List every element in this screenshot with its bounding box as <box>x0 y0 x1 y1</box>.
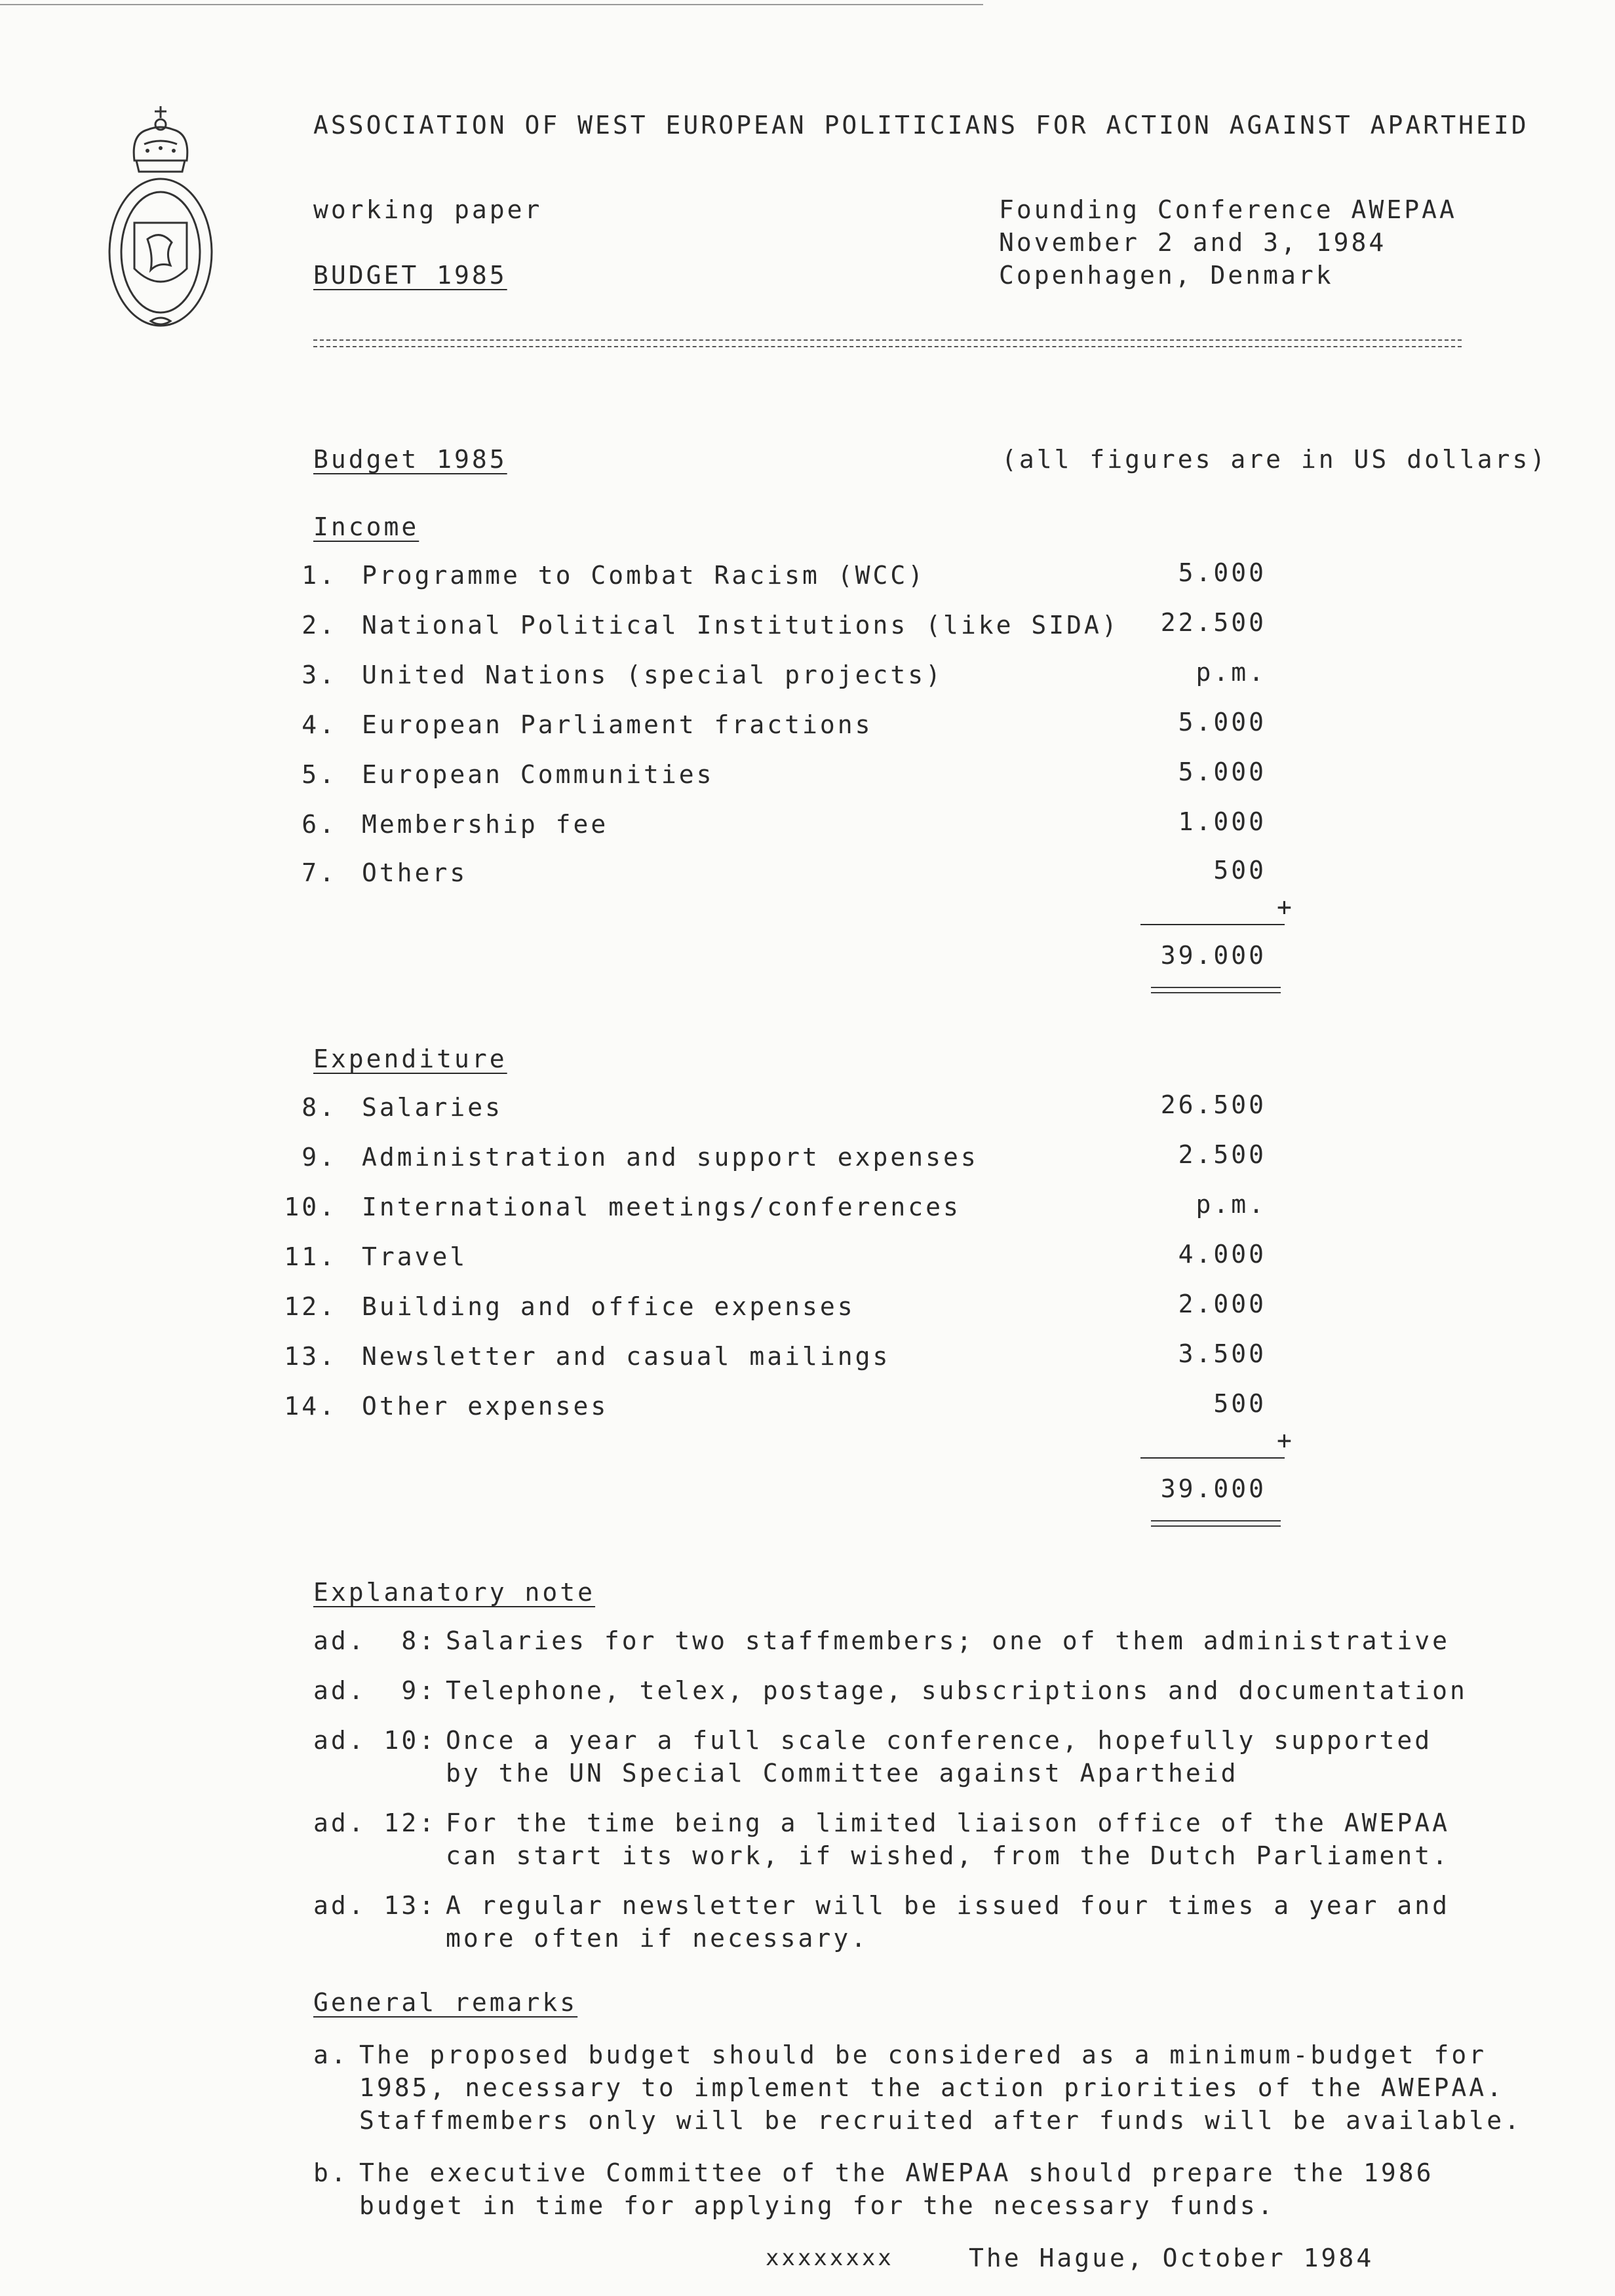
budget-heading: Budget 1985 <box>313 445 507 474</box>
item-value: 500 <box>1213 1389 1266 1418</box>
item-number: 12. <box>284 1292 337 1321</box>
plus-sign: + <box>1277 892 1294 921</box>
item-value: 1.000 <box>1178 807 1266 836</box>
item-label: Building and office expenses <box>362 1292 855 1321</box>
item-label: Administration and support expenses <box>362 1143 979 1172</box>
footer-marks: xxxxxxxx <box>766 2245 894 2271</box>
item-value: 2.500 <box>1178 1140 1266 1169</box>
remark-ref: a. <box>313 2040 349 2069</box>
note-text: Telephone, telex, postage, subscriptions and documentation <box>446 1676 1468 1705</box>
association-title: ASSOCIATION OF WEST EUROPEAN POLITICIANS FOR ACTION AGAINST APARTHEID <box>313 111 1529 140</box>
item-number: 13. <box>284 1342 337 1371</box>
general-remarks-heading: General remarks <box>313 1988 578 2017</box>
item-label: Salaries <box>362 1093 503 1122</box>
note-text: Once a year a full scale conference, hopefully supported <box>446 1726 1433 1755</box>
item-label: Membership fee <box>362 810 609 839</box>
note-ref: ad. 10: <box>313 1726 437 1755</box>
explanatory-heading: Explanatory note <box>313 1578 596 1607</box>
item-label: Travel <box>362 1242 468 1271</box>
item-value: p.m. <box>1196 1190 1266 1219</box>
item-number: 1. <box>302 561 337 590</box>
document-type: working paper <box>313 195 543 224</box>
note-text: by the UN Special Committee against Apartheid <box>446 1759 1239 1788</box>
item-label: National Political Institutions (like SIDA) <box>362 611 1119 640</box>
double-underline <box>1151 1520 1281 1527</box>
item-number: 8. <box>302 1093 337 1122</box>
note-text: For the time being a limited liaison office of the AWEPAA <box>446 1808 1450 1837</box>
note-text: Salaries for two staffmembers; one of them administrative <box>446 1626 1450 1655</box>
item-number: 2. <box>302 611 337 640</box>
item-number: 7. <box>302 858 337 887</box>
remark-text: The proposed budget should be considered as a minimum-budget for <box>359 2040 1487 2069</box>
note-text: can start its work, if wished, from the Dutch Parliament. <box>446 1841 1450 1870</box>
item-value: 500 <box>1213 856 1266 885</box>
item-number: 3. <box>302 660 337 689</box>
conference-location: Copenhagen, Denmark <box>999 261 1334 290</box>
remark-ref: b. <box>313 2158 349 2187</box>
item-value: 26.500 <box>1160 1090 1266 1119</box>
remark-text: Staffmembers only will be recruited after funds will be available. <box>359 2106 1522 2135</box>
currency-note: (all figures are in US dollars) <box>1002 445 1548 474</box>
item-number: 10. <box>284 1193 337 1221</box>
expenditure-total: 39.000 <box>1160 1474 1266 1503</box>
note-ref: ad. 12: <box>313 1808 437 1837</box>
sum-rule <box>1140 924 1285 925</box>
header-separator <box>313 339 1462 347</box>
note-ref: ad. 8: <box>313 1626 437 1655</box>
item-number: 9. <box>302 1143 337 1172</box>
top-edge-line <box>0 4 983 5</box>
item-label: Others <box>362 858 468 887</box>
item-number: 5. <box>302 760 337 789</box>
royal-crest-seal <box>98 98 223 328</box>
item-value: 5.000 <box>1178 708 1266 737</box>
item-number: 14. <box>284 1392 337 1421</box>
item-label: Newsletter and casual mailings <box>362 1342 891 1371</box>
conference-name: Founding Conference AWEPAA <box>999 195 1457 224</box>
item-value: p.m. <box>1196 658 1266 687</box>
item-label: European Communities <box>362 760 714 789</box>
sum-rule <box>1140 1457 1285 1459</box>
item-value: 5.000 <box>1178 757 1266 786</box>
expenditure-heading: Expenditure <box>313 1044 507 1073</box>
item-label: International meetings/conferences <box>362 1193 961 1221</box>
note-ref: ad. 9: <box>313 1676 437 1705</box>
note-ref: ad. 13: <box>313 1891 437 1920</box>
footer-place-date: The Hague, October 1984 <box>969 2244 1374 2272</box>
item-value: 2.000 <box>1178 1290 1266 1318</box>
item-label: European Parliament fractions <box>362 710 873 739</box>
conference-dates: November 2 and 3, 1984 <box>999 228 1387 257</box>
income-heading: Income <box>313 512 419 541</box>
income-total: 39.000 <box>1160 941 1266 970</box>
remark-text: budget in time for applying for the necessary funds. <box>359 2191 1275 2220</box>
remark-text: 1985, necessary to implement the action priorities of the AWEPAA. <box>359 2073 1505 2102</box>
item-label: Other expenses <box>362 1392 609 1421</box>
item-number: 11. <box>284 1242 337 1271</box>
item-value: 22.500 <box>1160 608 1266 637</box>
item-label: Programme to Combat Racism (WCC) <box>362 561 926 590</box>
item-label: United Nations (special projects) <box>362 660 943 689</box>
item-number: 6. <box>302 810 337 839</box>
item-value: 4.000 <box>1178 1240 1266 1269</box>
note-text: A regular newsletter will be issued four times a year and <box>446 1891 1450 1920</box>
item-value: 5.000 <box>1178 558 1266 587</box>
document-title: BUDGET 1985 <box>313 261 507 290</box>
double-underline <box>1151 987 1281 993</box>
remark-text: The executive Committee of the AWEPAA should prepare the 1986 <box>359 2158 1434 2187</box>
item-number: 4. <box>302 710 337 739</box>
item-value: 3.500 <box>1178 1339 1266 1368</box>
note-text: more often if necessary. <box>446 1924 869 1953</box>
plus-sign: + <box>1277 1426 1294 1455</box>
